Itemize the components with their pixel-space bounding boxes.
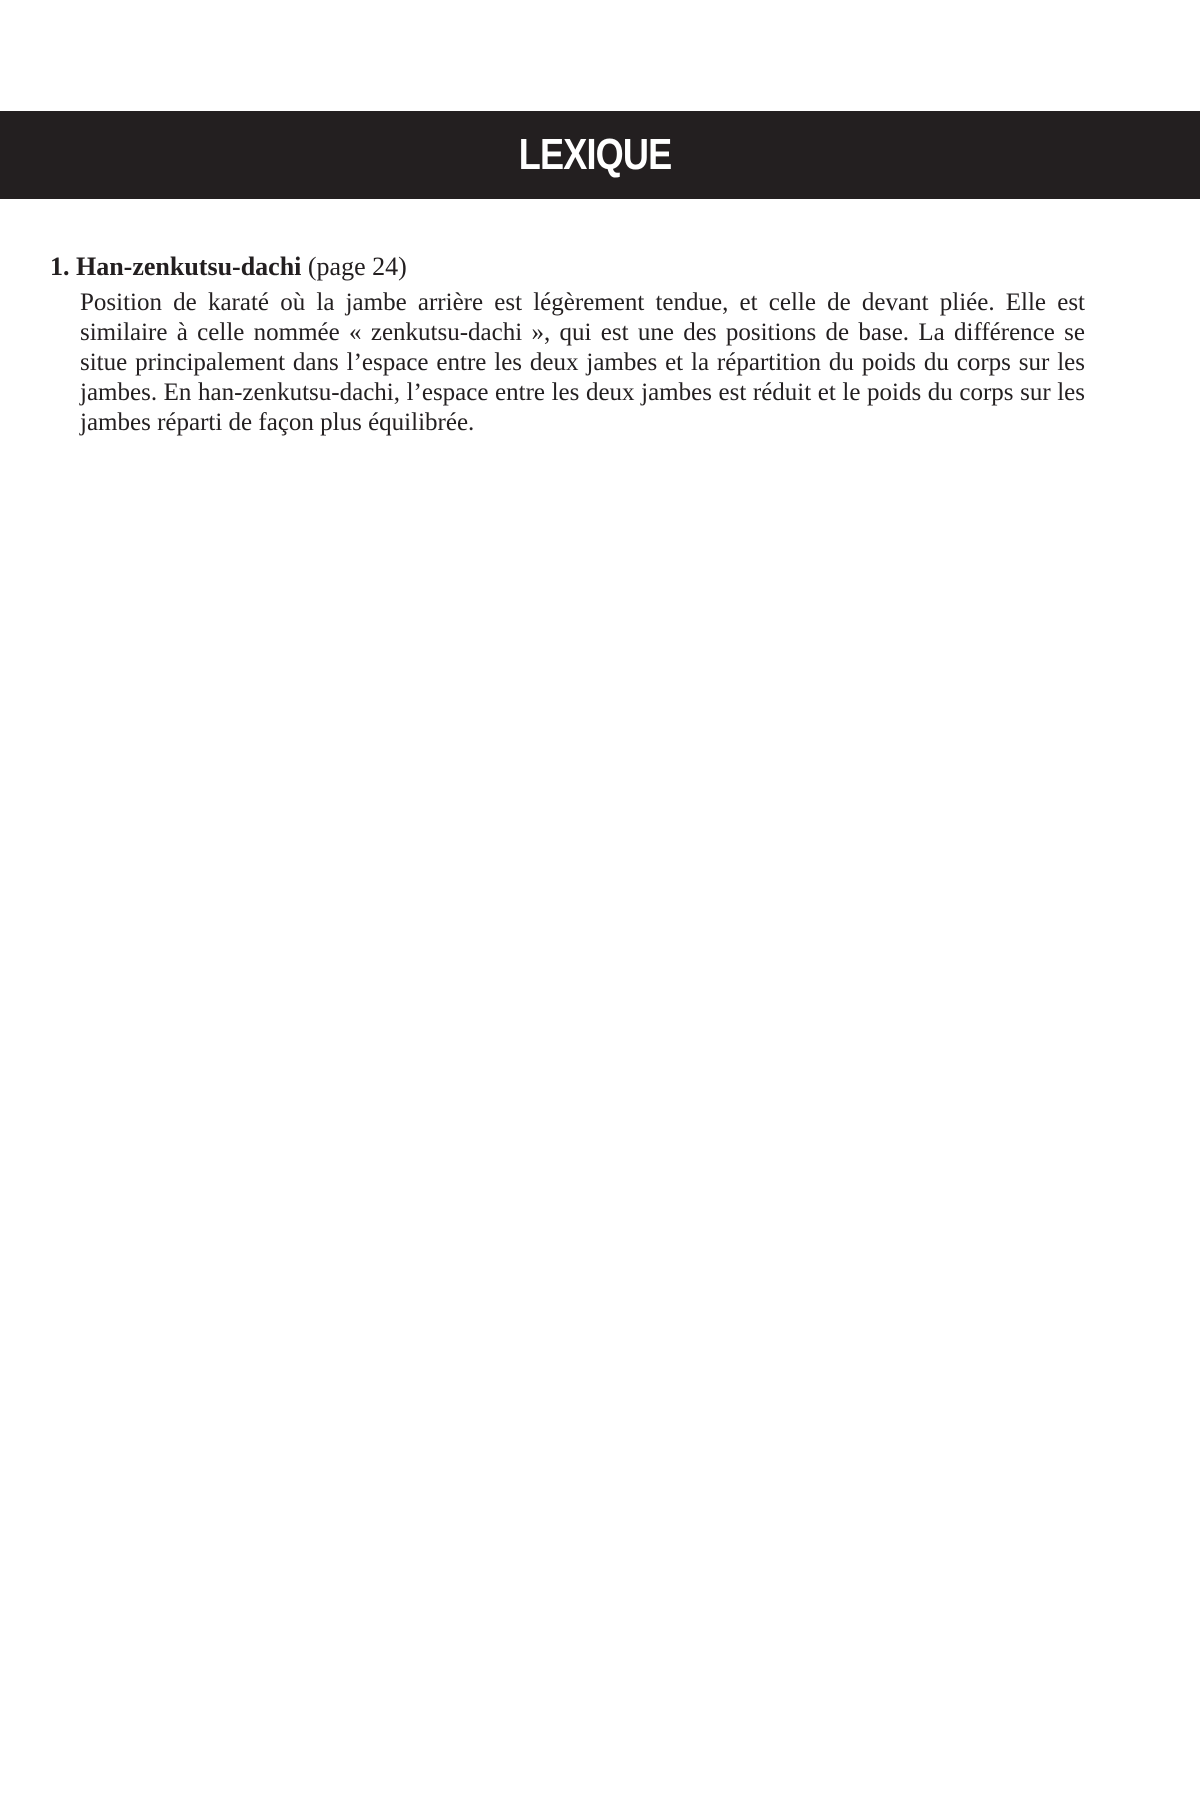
entry-term: Han-zenkutsu-dachi [76, 252, 302, 281]
page-title-banner [0, 111, 1200, 199]
entry-page-ref: (page 24) [307, 252, 407, 281]
lexicon-entry [50, 250, 1085, 438]
entry-heading [50, 250, 1085, 284]
page-title: LEXIQUE [518, 130, 672, 179]
entry-definition: Position de karaté où la jambe arrière est légèrement tendue, et celle de devant pliée. Elle est similaire à celle nommée « zenkutsu-dachi », qui est une des positions de base. La différence se situe principalement dans l’espace entre les deux jambes et la répartition du poids du corps sur les jambes. En han-zenkutsu-dachi, l’espace entre les deux jambes est réduit et le poids du corps sur les jambes réparti de façon plus équilibrée. [80, 289, 1085, 436]
entry-number: 1. [50, 252, 70, 281]
